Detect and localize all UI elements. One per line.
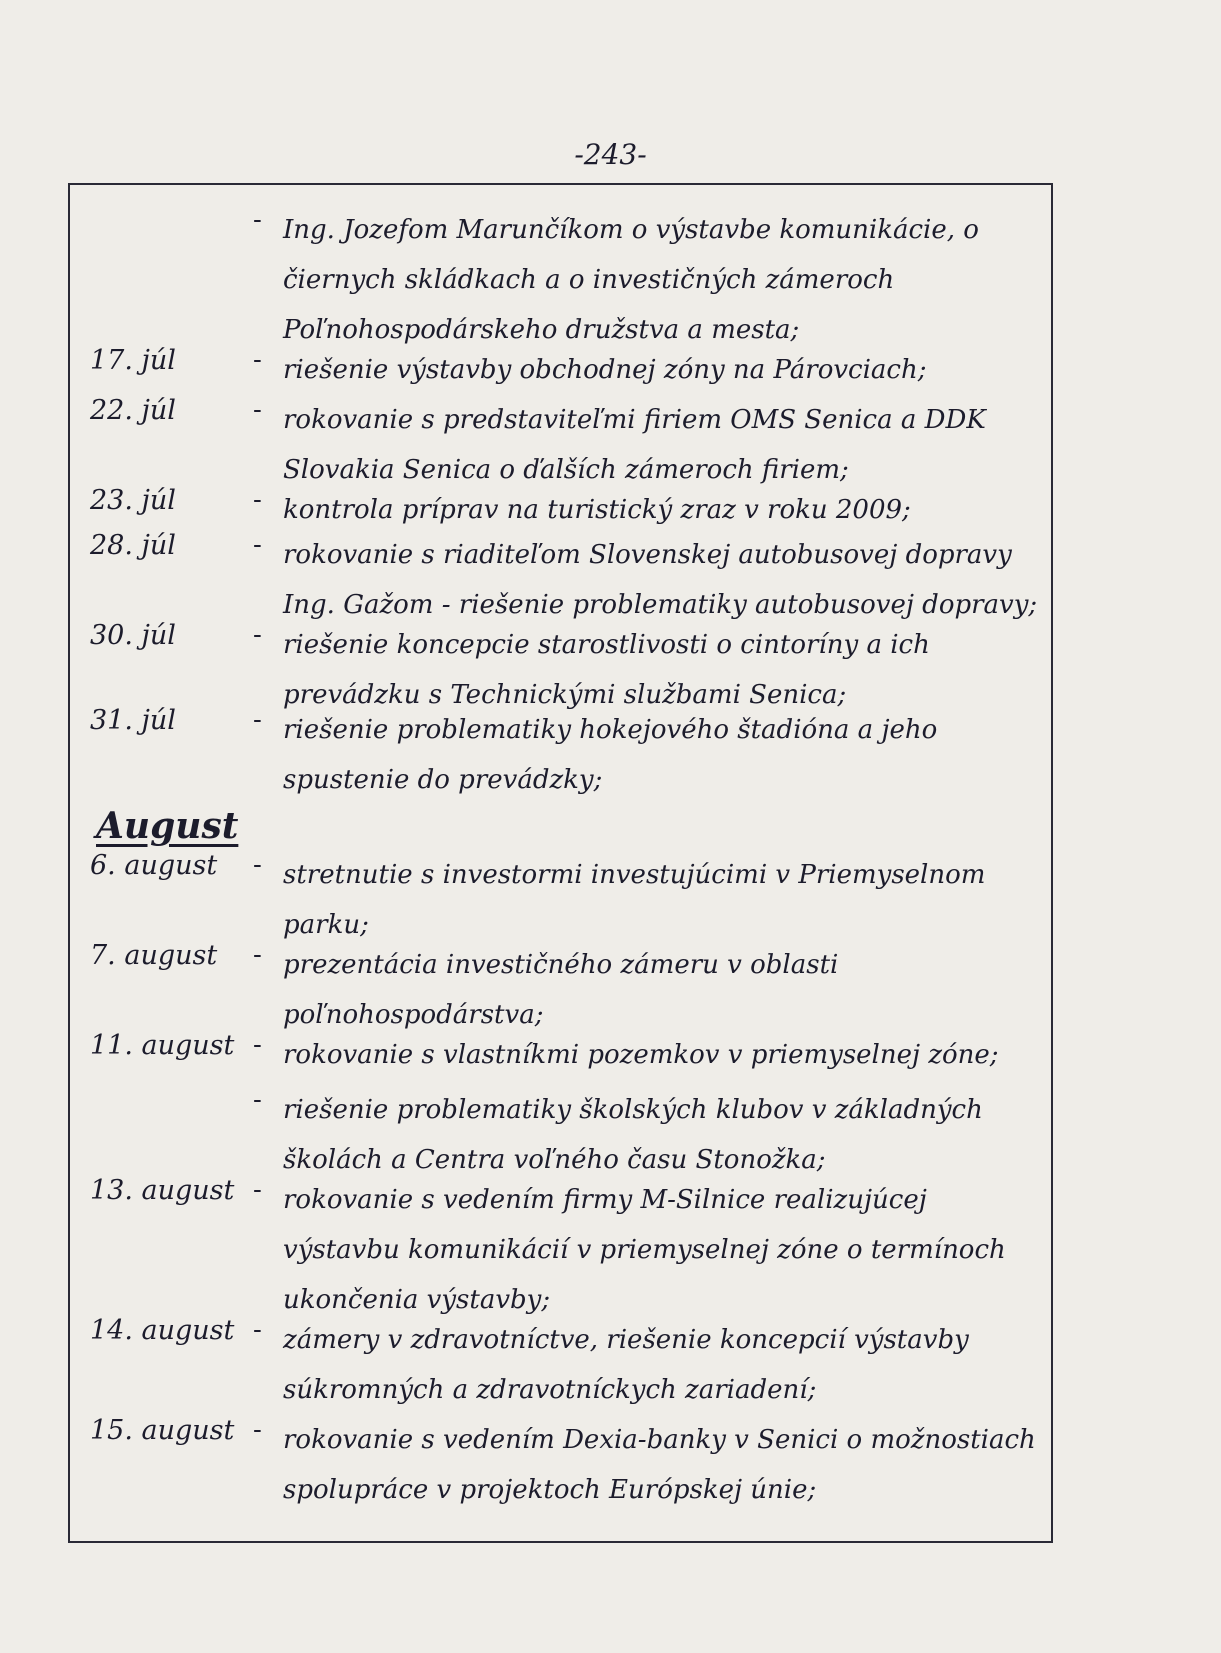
entry-text: kontrola príprav na turistický zraz v roku 2009; [283,495,911,525]
entry-dash: - [253,1415,262,1445]
entry-date: 17. júl [90,345,176,376]
entry-date: 31. júl [90,705,176,736]
entry-dash: - [253,1030,262,1060]
entry-dash: - [253,1315,262,1345]
entry-dash: - [253,485,262,515]
entry-text: rokovanie s vedením Dexia-banky v Senici o možnostiach spolupráce v projektoch Európskej únie; [283,1425,1036,1505]
entry-dash: - [253,850,262,880]
entry-date: 28. júl [90,530,176,561]
entry-date: 14. august [90,1315,235,1346]
month-heading: August [96,805,239,847]
entry-text: zámery v zdravotníctve, riešenie koncepcií výstavby súkromných a zdravotníckych zariadení; [283,1325,969,1405]
entry-date: 7. august [90,940,218,971]
entry-dash: - [253,1085,262,1115]
entry-text: prezentácia investičného zámeru v oblasti poľnohospodárstva; [283,950,839,1030]
entry-text: rokovanie s riaditeľom Slovenskej autobusovej dopravy Ing. Gažom - riešenie problematiky autobusovej dopravy; [283,540,1038,620]
entry-text: riešenie koncepcie starostlivosti o cintoríny a ich prevádzku s Technickými službami Senica; [283,630,930,710]
entry-text: riešenie problematiky hokejového štadióna a jeho spustenie do prevádzky; [283,715,938,795]
entry-text: riešenie problematiky školských klubov v základných školách a Centra voľného času Stonožka; [283,1095,983,1175]
entry-text: rokovanie s vlastníkmi pozemkov v priemyselnej zóne; [283,1040,999,1070]
entry-dash: - [253,620,262,650]
entry-text: rokovanie s vedením firmy M-Silnice realizujúcej výstavbu komunikácií v priemyselnej zóne o termínoch ukončenia výstavby; [283,1185,1006,1315]
page-number: -243- [574,138,647,171]
entry-dash: - [253,705,262,735]
entry-date: 13. august [90,1175,235,1206]
entry-dash: - [253,205,262,235]
entry-date: 30. júl [90,620,176,651]
entry-text: riešenie výstavby obchodnej zóny na Párovciach; [283,355,927,385]
entry-date: 15. august [90,1415,235,1446]
entry-date: 23. júl [90,485,176,516]
entry-dash: - [253,530,262,560]
entry-dash: - [253,345,262,375]
entry-text: Ing. Jozefom Marunčíkom o výstavbe komunikácie, o čiernych skládkach a o investičných zámeroch Poľnohospodárskeho družstva a mesta; [283,215,979,345]
entry-text: stretnutie s investormi investujúcimi v Priemyselnom parku; [283,860,986,940]
entry-date: 11. august [90,1030,235,1061]
entry-date: 22. júl [90,395,176,426]
entry-text: rokovanie s predstaviteľmi firiem OMS Senica a DDK Slovakia Senica o ďalších zámeroch firiem; [283,405,986,485]
entry-date: 6. august [90,850,218,881]
entry-dash: - [253,940,262,970]
entry-dash: - [253,395,262,425]
entry-dash: - [253,1175,262,1205]
